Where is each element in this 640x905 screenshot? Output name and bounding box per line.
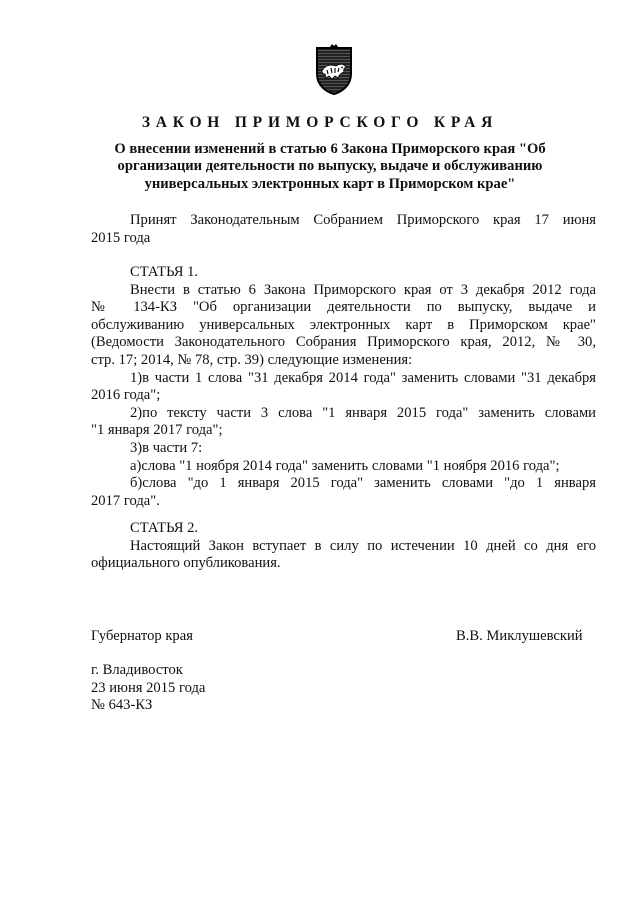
- document-footer: [91, 662, 205, 715]
- article-2-heading: СТАТЬЯ 2.: [130, 520, 199, 536]
- article-2-text-line: Настоящий Закон вступает в силу по истечении 10 дней со дня его: [130, 537, 596, 554]
- article-1-text-line: стр. 17; 2014, № 78, стр. 39) следующие изменения:: [91, 351, 413, 368]
- footer-number: № 643-КЗ: [91, 697, 153, 714]
- subtitle-line: О внесении изменений в статью 6 Закона Приморского края "Об: [114, 141, 546, 157]
- footer-city: г. Владивосток: [91, 662, 183, 678]
- article-1-item-1: 1)в части 1 слова "31 декабря 2014 года" заменить словами "31 декабря: [130, 369, 596, 386]
- primorye-coat-of-arms-icon: [313, 44, 355, 95]
- subtitle-line: универсальных электронных карт в Приморском крае": [144, 175, 516, 192]
- article-1-item-1: 2016 года";: [91, 387, 161, 404]
- article-1-heading: СТАТЬЯ 1.: [130, 264, 199, 280]
- article-2: [91, 520, 596, 573]
- article-1-item-3b: 2017 года".: [91, 492, 160, 509]
- law-title: ЗАКОН ПРИМОРСКОГО КРАЯ: [141, 114, 499, 131]
- footer-date: 23 июня 2015 года: [91, 679, 206, 696]
- article-1: [91, 264, 596, 510]
- article-1-text-line: Внести в статью 6 Закона Приморского края от 3 декабря 2012 года: [130, 281, 596, 298]
- law-subtitle: [110, 141, 550, 193]
- article-1-item-3b: б)слова "до 1 января 2015 года" заменить словами "до 1 января: [130, 475, 596, 492]
- subtitle-line: организации деятельности по выпуску, выдаче и обслуживанию: [117, 158, 543, 175]
- governor-name: В.В. Миклушевский: [456, 628, 583, 644]
- article-1-item-3a: а)слова "1 ноября 2014 года" заменить словами "1 ноября 2016 года";: [130, 457, 560, 474]
- article-1-text-line: обслуживанию универсальных электронных карт в Приморском крае": [91, 316, 596, 333]
- adoption-paragraph: [91, 212, 596, 247]
- adoption-line: Принят Законодательным Собранием Приморского края 17 июня: [130, 212, 596, 228]
- article-1-item-2: "1 января 2017 года";: [91, 422, 223, 439]
- article-1-text-line: (Ведомости Законодательного Собрания Приморского края, 2012, № 30,: [91, 334, 596, 351]
- adoption-line: 2015 года: [91, 229, 151, 246]
- article-1-item-2: 2)по тексту части 3 слова "1 января 2015 года" заменить словами: [130, 404, 596, 421]
- article-1-item-3: 3)в части 7:: [130, 439, 203, 456]
- article-2-text-line: официального опубликования.: [91, 555, 281, 572]
- article-1-text-line: № 134-КЗ "Об организации деятельности по выпуску, выдаче и: [91, 299, 596, 316]
- governor-title: Губернатор края: [91, 628, 193, 644]
